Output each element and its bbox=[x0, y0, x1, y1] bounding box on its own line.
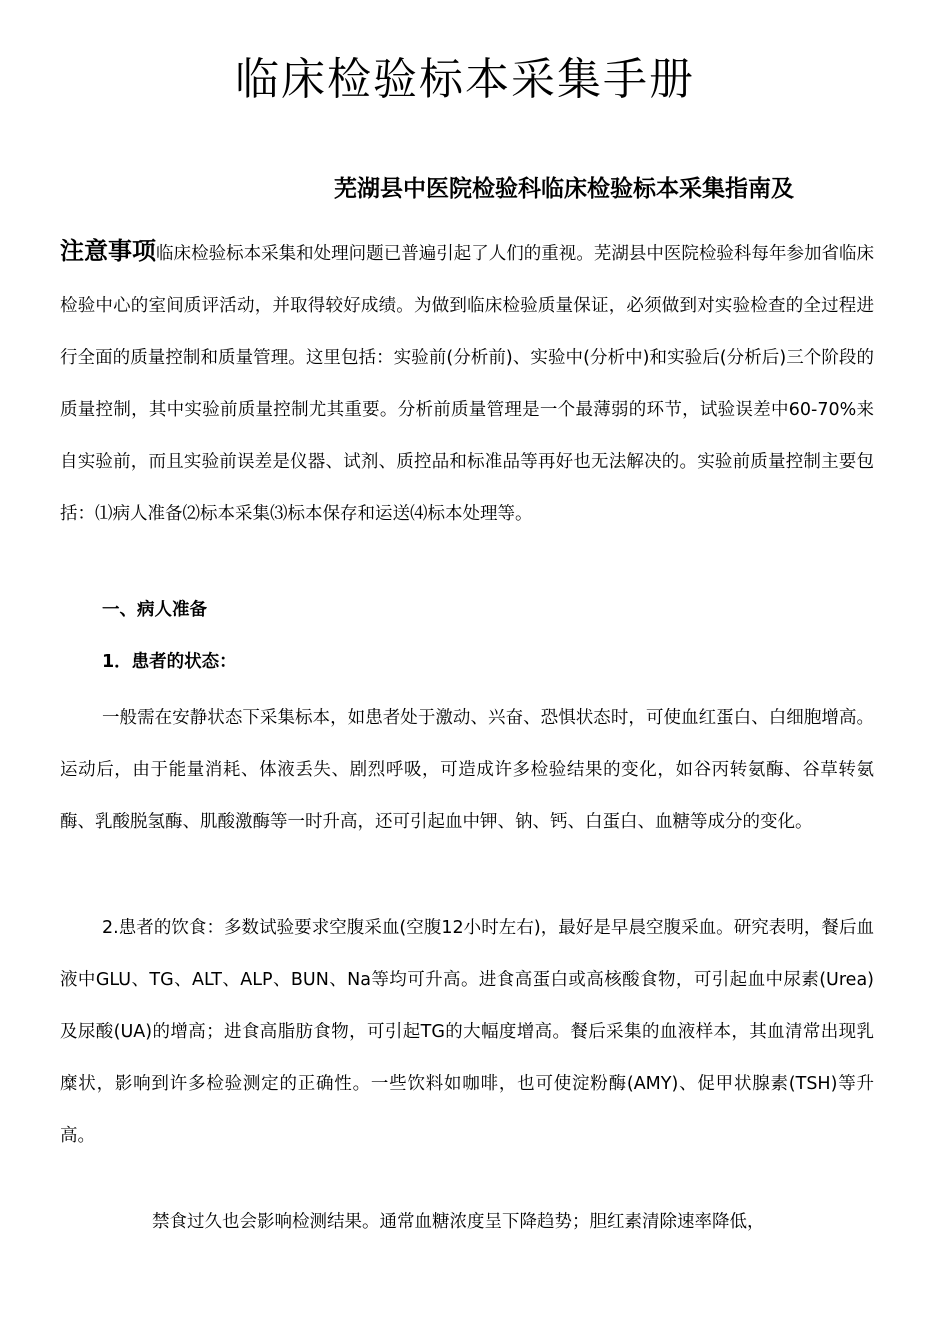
document-subtitle: 芜湖县中医院检验科临床检验标本采集指南及 bbox=[334, 176, 794, 202]
item-heading-patient-state: 1．患者的状态： bbox=[102, 652, 237, 672]
intro-paragraph bbox=[60, 225, 874, 540]
section-heading-patient-preparation: 一、病人准备 bbox=[102, 600, 207, 620]
paragraph-patient-diet: 2.患者的饮食：多数试验要求空腹采血(空腹12小时左右)，最好是早晨空腹采血。研究表明，餐后血液中GLU、TG、ALT、ALP、BUN、Na等均可升高。进食高蛋白或高核酸食物，可引起血中尿素(Urea)及尿酸(UA)的增高；进食高脂肪食物，可引起TG的大幅度增高。餐后采集的血液样本，其血清常出现乳糜状，影响到许多检验测定的正确性。一些饮料如咖啡，也可使淀粉酶(AMY)、促甲状腺素(TSH)等升高。 bbox=[60, 918, 874, 1146]
document-title: 临床检验标本采集手册 bbox=[235, 54, 695, 105]
paragraph-fasting: 禁食过久也会影响检测结果。通常血糖浓度呈下降趋势；胆红素清除速率降低， bbox=[152, 1212, 765, 1232]
paragraph-patient-state: 一般需在安静状态下采集标本，如患者处于激动、兴奋、恐惧状态时，可使血红蛋白、白细胞增高。运动后，由于能量消耗、体液丢失、剧烈呼吸，可造成许多检验结果的变化，如谷丙转氨酶、谷草转氨酶、乳酸脱氢酶、肌酸激酶等一时升高，还可引起血中钾、钠、钙、白蛋白、血糖等成分的变化。 bbox=[60, 708, 874, 832]
intro-lead-heading: 注意事项 bbox=[60, 237, 157, 265]
intro-text: 临床检验标本采集和处理问题已普遍引起了人们的重视。芜湖县中医院检验科每年参加省临床检验中心的室间质评活动，并取得较好成绩。为做到临床检验质量保证，必须做到对实验检查的全过程进行全面的质量控制和质量管理。这里包括：实验前(分析前)、实验中(分析中)和实验后(分析后)三个阶段的质量控制，其中实验前质量控制尤其重要。分析前质量管理是一个最薄弱的环节，试验误差中60-70%来自实验前，而且实验前误差是仪器、试剂、质控品和标准品等再好也无法解决的。实验前质量控制主要包括：⑴病人准备⑵标本采集⑶标本保存和运送⑷标本处理等。 bbox=[60, 244, 874, 524]
